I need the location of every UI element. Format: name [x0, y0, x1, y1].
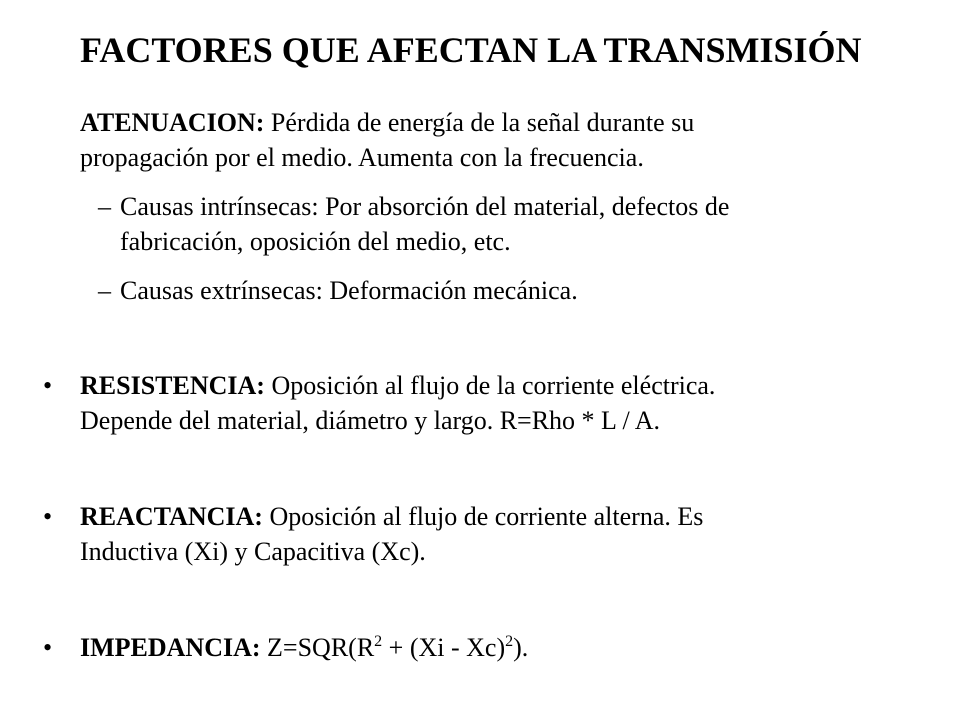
sub-item-dash: – — [98, 192, 111, 221]
sub-item-dash: – — [98, 276, 111, 305]
impedancia-line-1 — [80, 631, 528, 665]
bullet-symbol: • — [43, 371, 53, 400]
sub-item-intrinsecas-line-1: Causas intrínsecas: Por absorción del material, defectos de — [120, 192, 730, 221]
resistencia-line-1 — [80, 369, 715, 403]
atenuacion-text-1: Pérdida de energía de la señal durante su — [264, 108, 695, 137]
impedancia-formula-part-2: + (Xi - Xc) — [382, 633, 506, 662]
atenuacion-label: ATENUACION: — [80, 108, 265, 137]
atenuacion-line-2: propagación por el medio. Aumenta con la frecuencia. — [80, 143, 644, 172]
resistencia-line-2: Depende del material, diámetro y largo. R=Rho * L / A. — [80, 406, 661, 435]
impedancia-formula-part-1: Z=SQR(R — [260, 633, 375, 662]
bullet-symbol: • — [43, 502, 53, 531]
impedancia-label: IMPEDANCIA: — [80, 633, 261, 662]
sub-item-extrinsecas-line-1: Causas extrínsecas: Deformación mecánica. — [120, 276, 578, 305]
bullet-symbol: • — [43, 633, 53, 662]
impedancia-exponent-1: 2 — [374, 633, 383, 650]
sub-item-intrinsecas-line-2: fabricación, oposición del medio, etc. — [120, 227, 511, 256]
reactancia-line-2: Inductiva (Xi) y Capacitiva (Xc). — [80, 537, 426, 566]
resistencia-text-1: Oposición al flujo de la corriente eléctrica. — [264, 371, 716, 400]
reactancia-line-1 — [80, 500, 703, 534]
reactancia-label: REACTANCIA: — [80, 502, 263, 531]
impedancia-exponent-2: 2 — [505, 633, 514, 650]
reactancia-text-1: Oposición al flujo de corriente alterna. Es — [262, 502, 704, 531]
slide-title: FACTORES QUE AFECTAN LA TRANSMISIÓN — [80, 30, 862, 70]
atenuacion-line-1 — [80, 106, 694, 140]
resistencia-label: RESISTENCIA: — [80, 371, 265, 400]
impedancia-formula-part-3: ). — [513, 633, 529, 662]
